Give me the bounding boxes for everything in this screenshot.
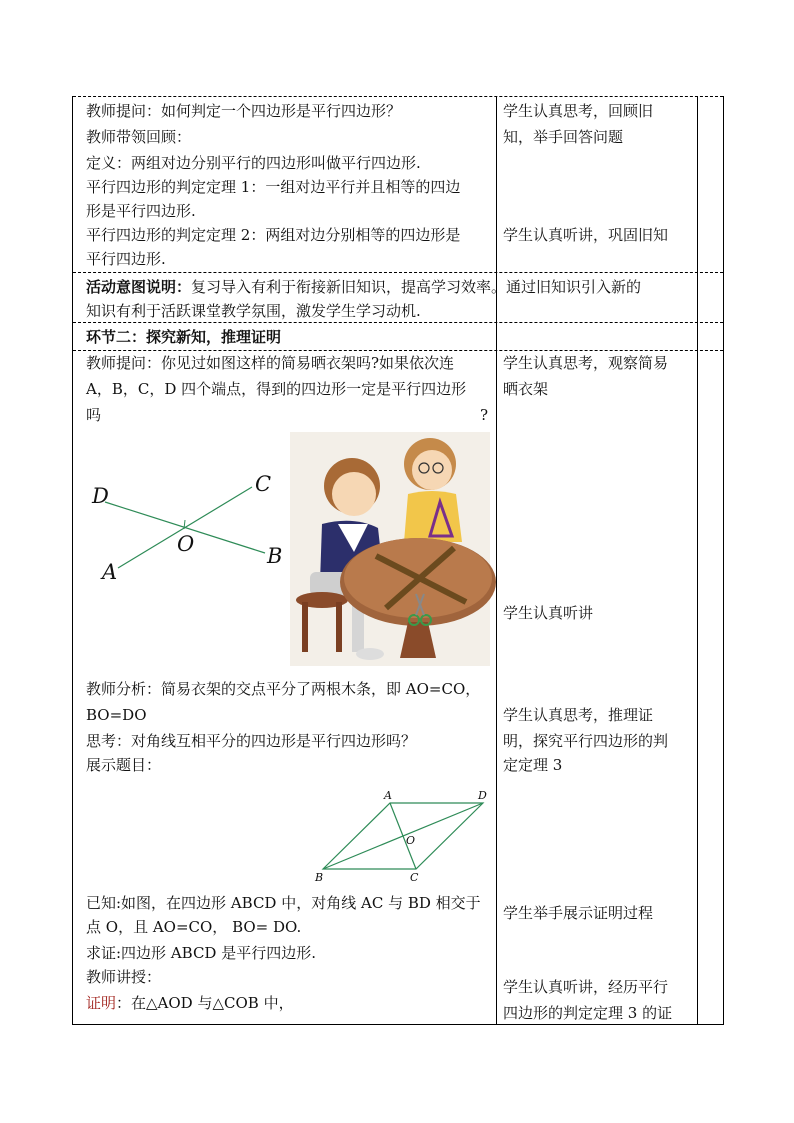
text-line: 思考：对角线互相平分的四边形是平行四边形吗？ xyxy=(86,732,417,750)
diagonal-bd xyxy=(323,803,483,869)
student-activity: 知，举手回答问题 xyxy=(503,128,624,146)
student-activity: 学生举手展示证明过程 xyxy=(503,904,654,922)
text-line: 求证:四边形 ABCD 是平行四边形. xyxy=(86,944,316,962)
text-line: 平行四边形的判定定理 1：一组对边平行并且相等的四边 xyxy=(86,178,461,196)
row-divider xyxy=(73,96,723,97)
label-O: O xyxy=(406,834,416,847)
student-activity: 学生认真听讲，巩固旧知 xyxy=(503,226,669,244)
student-activity: 学生认真思考，观察简易 xyxy=(503,354,669,372)
label-A: A xyxy=(384,789,392,802)
text-line: 教师分析：简易衣架的交点平分了两根木条，即 AO=CO， xyxy=(86,680,481,698)
text-line: 教师讲授： xyxy=(86,968,162,986)
label-B: B xyxy=(267,544,283,568)
student-activity: 学生认真听讲 xyxy=(503,604,594,622)
column-divider-2 xyxy=(697,96,698,1024)
label-C: C xyxy=(410,871,419,884)
proof-label: 证明 xyxy=(86,994,117,1012)
proof-text: ：在△AOD 与△COB 中， xyxy=(116,994,294,1012)
intent-line: 知识有利于活跃课堂教学氛围，激发学生学习动机. xyxy=(86,302,421,320)
label-C: C xyxy=(255,472,272,496)
text-line: 教师提问：如何判定一个四边形是平行四边形？ xyxy=(86,102,402,120)
text-line: 吗 xyxy=(86,406,102,424)
text-line: 平行四边形. xyxy=(86,250,166,268)
student-activity: 明，探究平行四边形的判 xyxy=(503,732,669,750)
text-line: 平行四边形的判定定理 2：两组对边分别相等的四边形是 xyxy=(86,226,461,244)
student-activity: 晒衣架 xyxy=(503,380,549,398)
text-line: 教师带领回顾： xyxy=(86,128,192,146)
label-A: A xyxy=(102,560,118,584)
student-activity: 四边形的判定定理 3 的证 xyxy=(503,1004,673,1022)
text-line: 教师提问：你见过如图这样的简易晒衣架吗?如果依次连 xyxy=(86,354,455,372)
text-line: 定义：两组对边分别平行的四边形叫做平行四边形. xyxy=(86,154,421,172)
label-D: D xyxy=(478,789,487,802)
text-line: BO=DO xyxy=(86,706,147,724)
label-O: O xyxy=(177,532,195,556)
section-title: 环节二：探究新知，推理证明 xyxy=(86,328,282,346)
children-illustration xyxy=(290,432,490,666)
text-line: 已知:如图，在四边形 ABCD 中，对角线 AC 与 BD 相交于 xyxy=(86,894,481,912)
row-divider xyxy=(73,272,723,273)
label-D: D xyxy=(92,484,109,508)
intent-line xyxy=(86,274,641,300)
proof-line xyxy=(86,990,294,1016)
intent-text: 复习导入有利于衔接新旧知识，提高学习效率。通过旧知识引入新的 xyxy=(191,278,642,296)
question-mark: ? xyxy=(480,406,489,424)
label-B: B xyxy=(315,871,324,884)
column-divider-1 xyxy=(496,96,497,1024)
parallelogram-figure xyxy=(315,795,495,875)
text-line: 展示题目： xyxy=(86,756,162,774)
student-activity: 学生认真思考，推理证 xyxy=(503,706,654,724)
intent-label: 活动意图说明： xyxy=(86,278,192,296)
text-line: 形是平行四边形. xyxy=(86,202,196,220)
student-activity: 定定理 3 xyxy=(503,756,563,774)
student-activity: 学生认真思考，回顾旧 xyxy=(503,102,654,120)
text-line: 点 O，且 AO=CO， BO= DO. xyxy=(86,918,302,936)
student-activity: 学生认真听讲，经历平行 xyxy=(503,978,669,996)
text-line: A，B，C，D 四个端点，得到的四边形一定是平行四边形 xyxy=(86,380,467,398)
